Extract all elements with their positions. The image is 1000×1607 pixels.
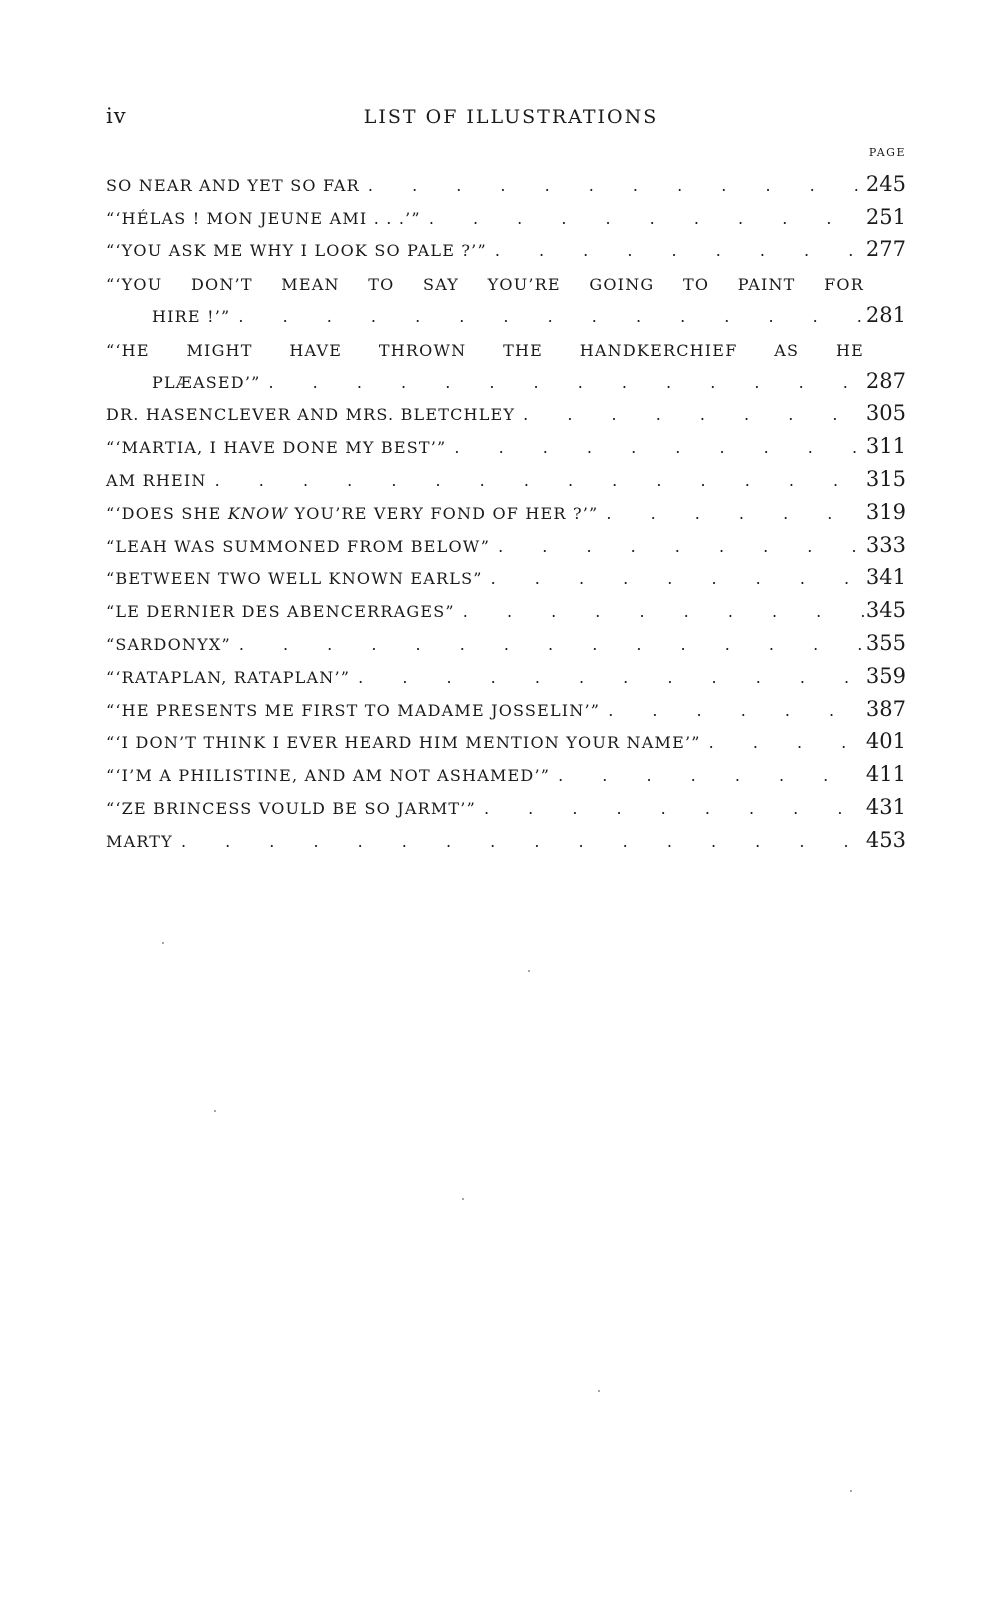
list-item-continuation — [106, 299, 906, 332]
entry-line — [106, 434, 906, 458]
entry-title: DR. HASENCLEVER AND MRS. BLETCHLEY — [106, 405, 516, 425]
entry-line — [106, 533, 906, 557]
dot-leader — [598, 504, 864, 523]
list-item — [106, 627, 906, 660]
entry-title: “‘DOES SHE KNOW YOU’RE VERY FOND OF HER ?’” — [106, 503, 599, 523]
dot-leader — [261, 373, 865, 392]
entry-line — [106, 697, 906, 721]
entry-title: “‘YOU ASK ME WHY I LOOK SO PALE ?’” — [106, 241, 487, 261]
entry-page-number: 305 — [865, 401, 906, 426]
entry-line — [106, 237, 906, 261]
list-item — [106, 201, 906, 234]
list-item — [106, 266, 906, 299]
dot-leader — [487, 241, 864, 260]
entry-page-number: 251 — [865, 204, 906, 229]
entry-line — [106, 341, 906, 360]
list-item — [106, 726, 906, 759]
entry-title: “BETWEEN TWO WELL KNOWN EARLS” — [106, 569, 483, 589]
entry-title: “SARDONYX” — [106, 634, 231, 654]
list-item — [106, 332, 906, 365]
entry-line — [106, 795, 906, 819]
entry-page-number: 431 — [865, 794, 906, 819]
page-title: LIST OF ILLUSTRATIONS — [363, 106, 659, 128]
entry-line — [106, 500, 906, 524]
dot-leader — [483, 569, 864, 588]
entry-title: “LE DERNIER DES ABENCERRAGES” — [106, 602, 455, 622]
entry-line — [106, 631, 906, 655]
entry-title: “LEAH WAS SUMMONED FROM BELOW” — [106, 536, 491, 556]
entry-title: “‘HE PRESENTS ME FIRST TO MADAME JOSSELIN’” — [106, 700, 601, 720]
entry-page-number: 315 — [865, 466, 906, 491]
entry-page-number: 387 — [865, 696, 906, 721]
entry-title: “‘I DON’T THINK I EVER HEARD HIM MENTION YOUR NAME’” — [106, 733, 701, 753]
entry-title: “‘RATAPLAN, RATAPLAN’” — [106, 667, 351, 687]
entry-line — [152, 369, 906, 393]
list-item — [106, 562, 906, 595]
dot-leader — [476, 799, 864, 818]
list-item — [106, 529, 906, 562]
list-item — [106, 594, 906, 627]
entry-line — [152, 303, 906, 327]
entry-line — [106, 598, 906, 622]
entry-page-number: 245 — [865, 171, 906, 196]
entry-page-number: 401 — [865, 729, 906, 754]
list-item — [106, 824, 906, 857]
dot-leader — [360, 176, 864, 195]
entry-line — [106, 467, 906, 491]
list-item — [106, 168, 906, 201]
list-item — [106, 791, 906, 824]
list-item — [106, 430, 906, 463]
running-header — [106, 104, 906, 134]
entry-line — [106, 828, 906, 852]
entry-line — [106, 172, 906, 196]
page-column-label: PAGE — [868, 146, 906, 159]
list-item — [106, 693, 906, 726]
dot-leader — [550, 766, 864, 785]
dot-leader — [173, 832, 864, 851]
entry-line — [106, 275, 906, 294]
entry-title-continued: HIRE !’” — [152, 306, 231, 326]
list-item — [106, 463, 906, 496]
entry-page-number: 359 — [865, 663, 906, 688]
entry-page-number: 287 — [865, 368, 906, 393]
entry-page-number: 453 — [865, 827, 906, 852]
entry-page-number: 341 — [865, 565, 906, 590]
dot-leader — [350, 668, 864, 687]
list-item — [106, 496, 906, 529]
entry-title: “‘HE MIGHT HAVE THROWN THE HANDKERCHIEF AS HE — [106, 340, 864, 360]
dot-leader — [446, 438, 864, 457]
dot-leader — [701, 733, 864, 752]
dot-leader — [231, 635, 864, 654]
dot-leader — [490, 537, 864, 556]
entry-line — [106, 762, 906, 786]
dot-leader — [600, 701, 864, 720]
page-number: iv — [106, 104, 127, 128]
entry-title: SO NEAR AND YET SO FAR — [106, 175, 360, 195]
illustrations-list — [106, 168, 906, 857]
entry-page-number: 355 — [865, 630, 906, 655]
dot-leader — [207, 471, 864, 490]
entry-line — [106, 729, 906, 753]
entry-line — [106, 664, 906, 688]
entry-title: “‘I’M A PHILISTINE, AND AM NOT ASHAMED’” — [106, 766, 551, 786]
list-item — [106, 660, 906, 693]
entry-line — [106, 565, 906, 589]
list-item — [106, 758, 906, 791]
dot-leader — [421, 209, 864, 228]
emphasis: KNOW — [227, 503, 289, 523]
entry-title: AM RHEIN — [106, 470, 207, 490]
entry-title-continued: PLÆASED’” — [152, 372, 261, 392]
entry-page-number: 411 — [865, 762, 906, 787]
dot-leader — [230, 307, 864, 326]
entry-title: “‘MARTIA, I HAVE DONE MY BEST’” — [106, 438, 447, 458]
entry-page-number: 277 — [865, 237, 906, 262]
list-item-continuation — [106, 365, 906, 398]
entry-title: “‘HÉLAS ! MON JEUNE AMI . . .’” — [106, 208, 421, 228]
dot-leader — [455, 602, 864, 621]
entry-page-number: 281 — [865, 302, 906, 327]
dot-leader — [515, 405, 864, 424]
entry-title: “‘YOU DON’T MEAN TO SAY YOU’RE GOING TO PAINT FOR — [106, 275, 864, 295]
entry-line — [106, 401, 906, 425]
entry-page-number: 345 — [865, 598, 906, 623]
entry-line — [106, 205, 906, 229]
entry-page-number: 333 — [865, 532, 906, 557]
entry-page-number: 319 — [865, 499, 906, 524]
entry-title: “‘ZE BRINCESS VOULD BE SO JARMT’” — [106, 798, 476, 818]
list-item — [106, 398, 906, 431]
entry-page-number: 311 — [865, 434, 906, 459]
entry-title: MARTY — [106, 831, 173, 851]
list-item — [106, 234, 906, 267]
